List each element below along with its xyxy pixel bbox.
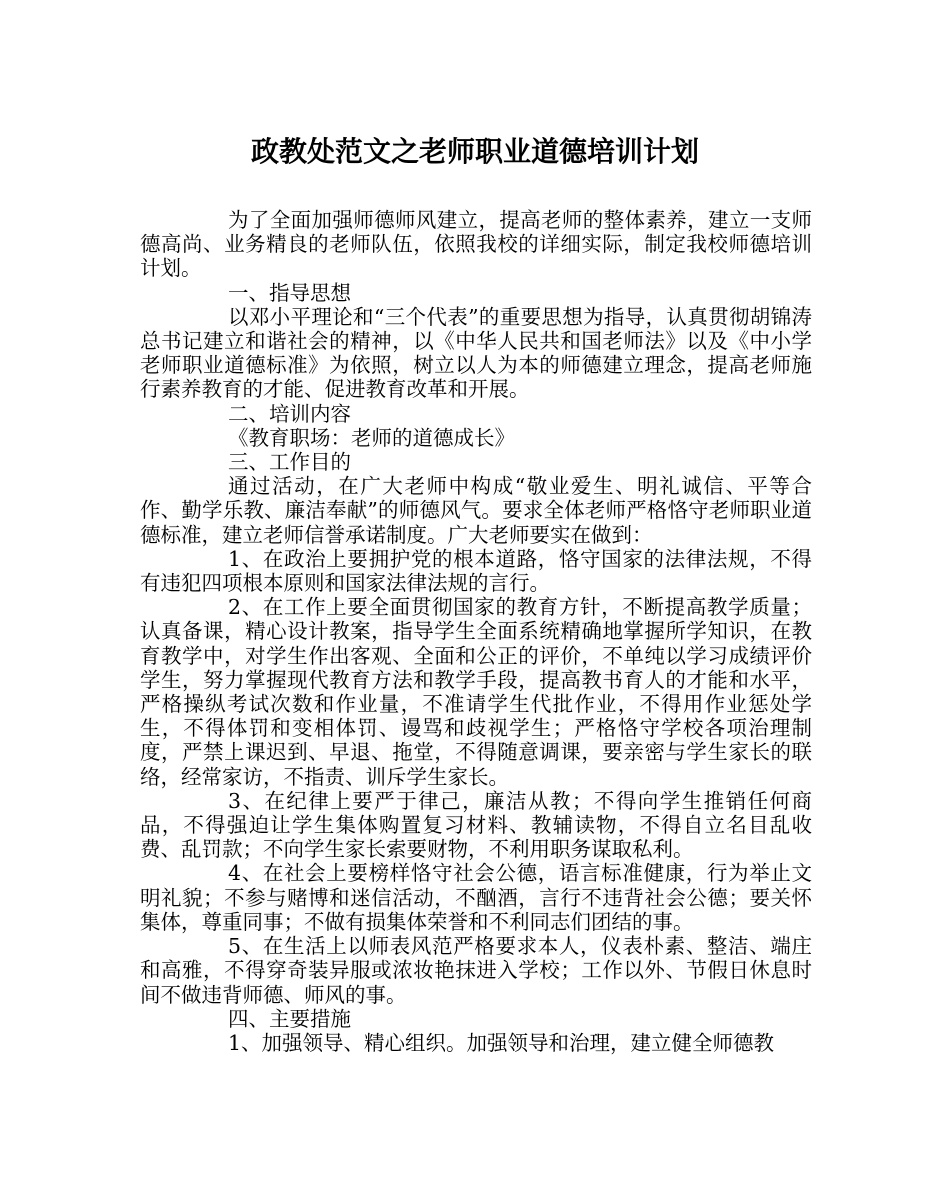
section-heading-work-goals: 三、工作目的 — [228, 450, 351, 475]
list-item-discipline: 3、在纪律上要严于律己，廉洁从教；不得向学生推销任何商品，不得强迫让学生集体购置复习材料、教辅读物，不得自立名目乱收费、乱罚款；不向学生家长索要财物，不利用职务谋取私利。 — [140, 788, 812, 862]
list-item-leadership: 1、加强领导、精心组织。加强领导和治理，建立健全师德教 — [228, 1030, 775, 1055]
document-body — [140, 208, 812, 1055]
list-item-life: 5、在生活上以师表风范严格要求本人，仪表朴素、整洁、端庄和高雅，不得穿奇装异服或浓妆艳抹进入学校；工作以外、节假日休息时间不做违背师德、师风的事。 — [140, 934, 812, 1007]
list-item-work: 2、在工作上要全面贯彻国家的教育方针，不断提高教学质量；认真备课，精心设计教案，指导学生全面系统精确地掌握所学知识，在教育教学中，对学生作出客观、全面和公正的评价，不单纯以学习成绩评价学生，努力掌握现代教育方法和教学手段，提高教书育人的才能和水平，严格操纵考试次数和作业量，不准请学生代批作业，不得用作业惩处学生，不得体罚和变相体罚、谩骂和歧视学生；严格恪守学校各项治理制度，严禁上课迟到、早退、拖堂，不得随意调课，要亲密与学生家长的联络，经常家访，不指责、训斥学生家长。 — [140, 595, 812, 789]
paragraph-work-goals: 通过活动，在广大老师中构成“敬业爱生、明礼诚信、平等合作、勤学乐教、廉洁奉献”的师德风气。要求全体老师严格恪守老师职业道德标准，建立老师信誉承诺制度。广大老师要实在做到： — [140, 474, 812, 547]
paragraph-guiding-ideology: 以邓小平理论和“三个代表”的重要思想为指导，认真贯彻胡锦涛总书记建立和谐社会的精神，以《中华人民共和国老师法》以及《中小学老师职业道德标准》为依照，树立以人为本的师德建立理念，提高老师施行素养教育的才能、促进教育改革和开展。 — [140, 304, 812, 402]
paragraph-training-content: 《教育职场：老师的道德成长》 — [228, 425, 515, 450]
list-item-politics: 1、在政治上要拥护党的根本道路，恪守国家的法律法规，不得有违犯四项根本原则和国家法律法规的言行。 — [140, 546, 812, 596]
document-title: 政教处范文之老师职业道德培训计划 — [250, 135, 699, 168]
paragraph-intro: 为了全面加强师德师风建立，提高老师的整体素养，建立一支师德高尚、业务精良的老师队伍，依照我校的详细实际，制定我校师德培训计划。 — [140, 208, 812, 281]
section-heading-training-content: 二、培训内容 — [228, 401, 351, 426]
section-heading-main-measures: 四、主要措施 — [228, 1006, 351, 1031]
list-item-society: 4、在社会上要榜样恪守社会公德，语言标准健康，行为举止文明礼貌；不参与赌博和迷信活动，不酗酒，言行不违背社会公德；要关怀集体，尊重同事；不做有损集体荣誉和不利同志们团结的事。 — [140, 861, 812, 934]
section-heading-guiding-ideology: 一、指导思想 — [228, 280, 351, 305]
